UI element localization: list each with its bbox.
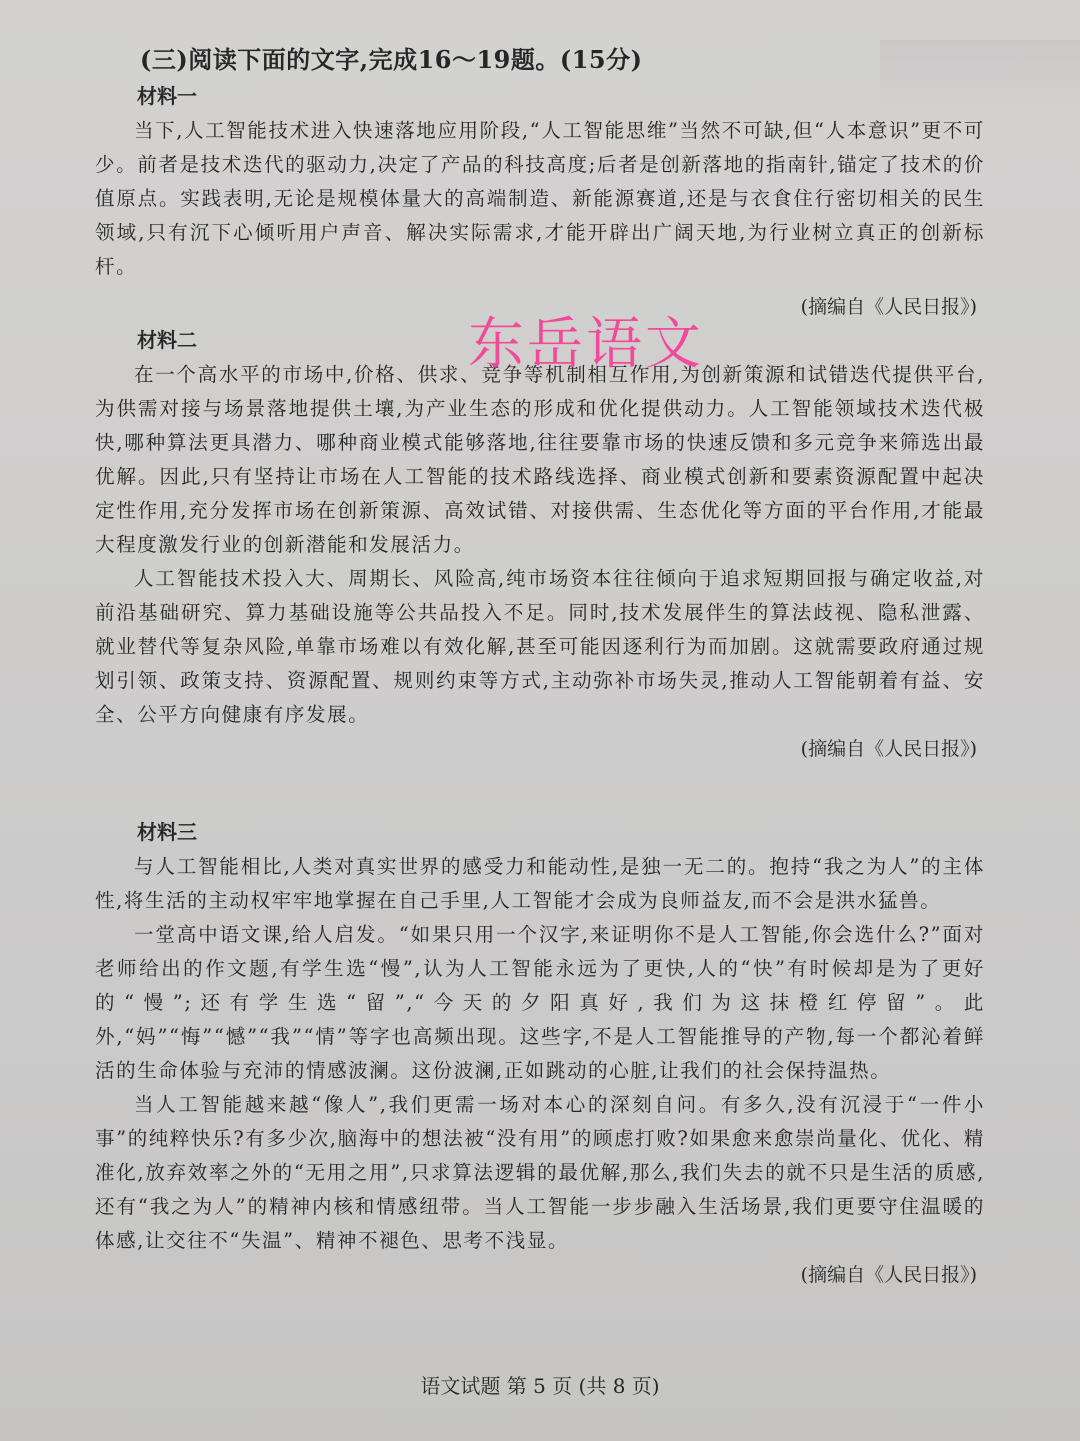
material-3-paragraph: 当人工智能越来越“像人”,我们更需一场对本心的深刻自问。有多久,没有沉浸于“一件小事”的纯粹快乐?有多少次,脑海中的想法被“没有用”的顾虑打败?如果愈来愈崇尚量化、优化、精准化,放弃效率之外的“无用之用”,只求算法逻辑的最优解,那么,我们失去的就不只是生活的质感,还有“我之为人”的精神内核和情感纽带。当人工智能一步步融入生活场景,我们更要守住温暖的体感,让交往不“失温”、精神不褪色、思考不浅显。 <box>95 1093 985 1252</box>
material-1 <box>95 78 985 324</box>
page-footer: 语文试题 第 5 页 (共 8 页) <box>420 1374 660 1398</box>
material-3 <box>95 814 985 1292</box>
material-1-title: 材料一 <box>137 84 197 108</box>
material-3-paragraph: 一堂高中语文课,给人启发。“如果只用一个汉字,来证明你不是人工智能,你会选什么?”面对老师给出的作文题,有学生选“慢”,认为人工智能永远为了更快,人的“快”有时候却是为了更好的“慢”;还有学生选“留”,“今天的夕阳真好,我们为这抹橙红停留”。此外,“妈”“悔”“憾”“我”“情”等字也高频出现。这些字,不是人工智能推导的产物,每一个都沁着鲜活的生命体验与充沛的情感波澜。这份波澜,正如跳动的心脏,让我们的社会保持温热。 <box>95 923 985 1082</box>
material-3-title: 材料三 <box>137 820 197 844</box>
material-2 <box>95 322 985 766</box>
material-2-paragraph: 人工智能技术投入大、周期长、风险高,纯市场资本往往倾向于追求短期回报与确定收益,对前沿基础研究、算力基础设施等公共品投入不足。同时,技术发展伴生的算法歧视、隐私泄露、就业替代等复杂风险,单靠市场难以有效化解,甚至可能因逐利行为而加剧。这就需要政府通过规划引领、政策支持、资源配置、规则约束等方式,主动弥补市场失灵,推动人工智能朝着有益、安全、公平方向健康有序发展。 <box>95 567 985 726</box>
material-2-title: 材料二 <box>137 328 197 352</box>
material-2-source: (摘编自《人民日报》) <box>800 738 977 760</box>
watermark-text: 东岳语文 <box>468 312 704 377</box>
section-title: (三)阅读下面的文字,完成16～19题。(15分) <box>140 45 643 74</box>
material-3-paragraph: 与人工智能相比,人类对真实世界的感受力和能动性,是独一无二的。抱持“我之为人”的主体性,将生活的主动权牢牢地掌握在自己手里,人工智能才会成为良师益友,而不会是洪水猛兽。 <box>95 855 985 912</box>
material-1-source: (摘编自《人民日报》) <box>800 296 977 318</box>
material-1-paragraph: 当下,人工智能技术进入快速落地应用阶段,“人工智能思维”当然不可缺,但“人本意识”更不可少。前者是技术迭代的驱动力,决定了产品的科技高度;后者是创新落地的指南针,锚定了技术的价值原点。实践表明,无论是规模体量大的高端制造、新能源赛道,还是与衣食住行密切相关的民生领域,只有沉下心倾听用户声音、解决实际需求,才能开辟出广阔天地,为行业树立真正的创新标杆。 <box>95 119 985 278</box>
material-2-paragraph: 在一个高水平的市场中,价格、供求、竞争等机制相互作用,为创新策源和试错迭代提供平台,为供需对接与场景落地提供土壤,为产业生态的形成和优化提供动力。人工智能领域技术迭代极快,哪种算法更具潜力、哪种商业模式能够落地,往往要靠市场的快速反馈和多元竞争来筛选出最优解。因此,只有坚持让市场在人工智能的技术路线选择、商业模式创新和要素资源配置中起决定性作用,充分发挥市场在创新策源、高效试错、对接供需、生态优化等方面的平台作用,才能最大程度激发行业的创新潜能和发展活力。 <box>95 363 985 556</box>
material-3-source: (摘编自《人民日报》) <box>800 1264 977 1286</box>
